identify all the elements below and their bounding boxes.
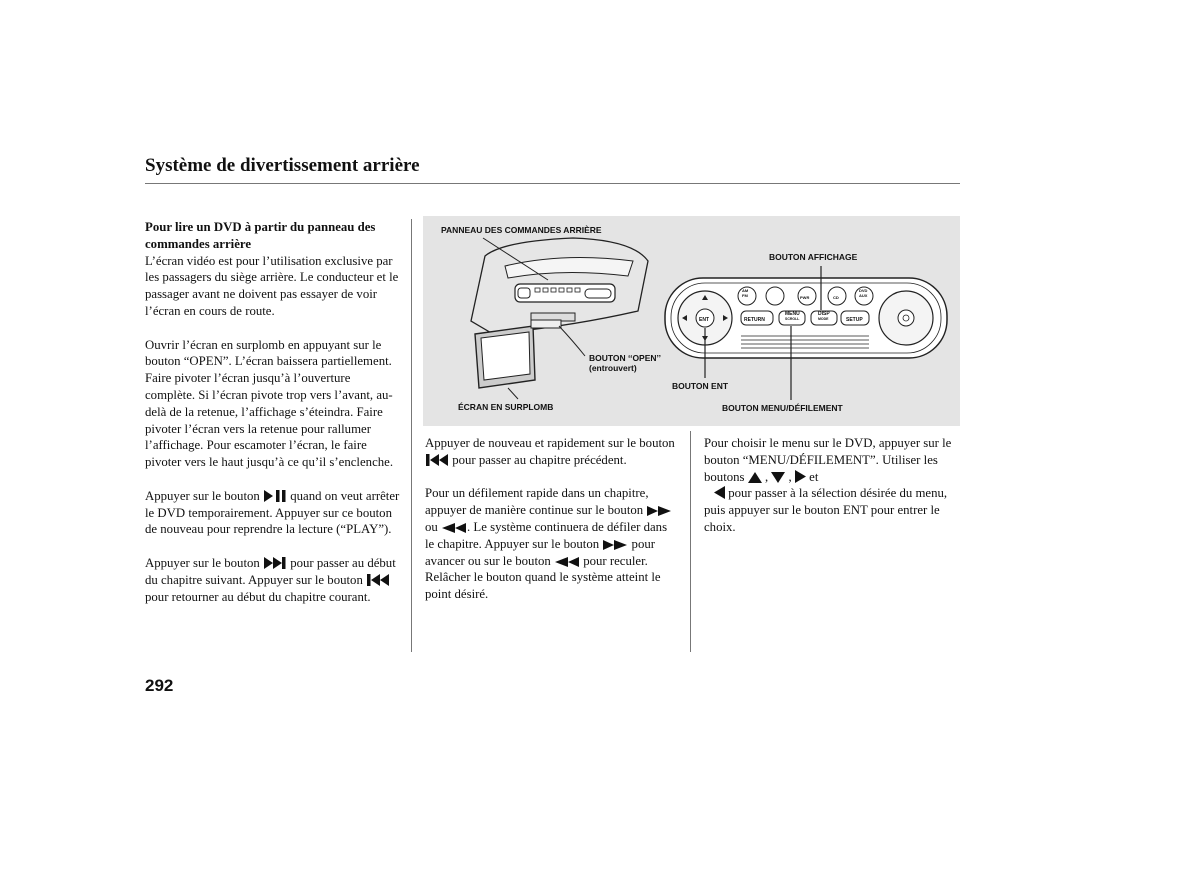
paragraph-previous-chapter	[425, 435, 677, 469]
page-title: Système de divertissement arrière	[145, 155, 420, 176]
text: pour passer au début du chapitre suivant. Appuyer sur le bouton	[145, 555, 396, 587]
setup-button[interactable]: SETUP	[846, 317, 863, 323]
section-subheading: Pour lire un DVD à partir du panneau des commandes arrière	[145, 220, 376, 251]
text: MODE	[818, 317, 829, 321]
text: DISP	[818, 311, 830, 317]
label-overhead-screen: ÉCRAN EN SURPLOMB	[458, 402, 554, 412]
text: Appuyer sur le bouton	[145, 488, 260, 503]
play-pause-icon	[263, 490, 287, 502]
arrow-down-icon	[771, 472, 785, 483]
disp-mode-button[interactable]	[818, 312, 830, 322]
paragraph-play-pause	[145, 488, 403, 538]
column-divider	[411, 219, 412, 652]
paragraph-open-screen: Ouvrir l’écran en surplomb en appuyant sur le bouton “OPEN”. L’écran baissera partiellement. Faire pivoter l’écran jusqu’à l’ouverture complète. Si l’écran pivote trop vers l’avant, au-delà de la retenue, l’affichage s’éteindra. Faire pivoter l’écran vers la retenue pour rallumer l’affichage. Pour escamoter l’écran, le faire pivoter vers le haut jusqu’à ce qu’il s’enclenche.	[145, 337, 394, 470]
text: ,	[764, 469, 769, 484]
rewind-icon	[554, 557, 580, 567]
skip-previous-icon	[425, 454, 449, 466]
text: et	[809, 469, 819, 484]
title-rule	[145, 183, 960, 184]
return-button[interactable]: RETURN	[744, 317, 765, 323]
fast-forward-icon	[602, 540, 628, 550]
text: Appuyer sur le bouton	[145, 555, 260, 570]
text: pour reculer. Relâcher le bouton quand le système atteint le point désiré.	[425, 553, 661, 602]
control-panel-drawing	[423, 216, 960, 426]
text: FM	[742, 292, 748, 298]
column-1	[145, 219, 403, 622]
label-open-button	[589, 353, 661, 373]
label-menu-button: BOUTON MENU/DÉFILEMENT	[722, 403, 843, 413]
column-3	[704, 435, 956, 553]
text: AM	[742, 288, 749, 293]
paragraph-fast-scan	[425, 485, 677, 603]
column-2	[425, 435, 677, 620]
fast-forward-icon	[646, 506, 672, 516]
text: MENU	[785, 311, 800, 317]
column-divider	[690, 431, 691, 652]
skip-next-icon	[263, 557, 287, 569]
text: Appuyer de nouveau et rapidement sur le bouton	[425, 436, 675, 450]
am-fm-button[interactable]	[742, 289, 748, 298]
text: pour retourner au début du chapitre courant.	[145, 589, 371, 604]
text: AUX	[859, 292, 868, 298]
dvd-aux-button[interactable]	[859, 289, 867, 298]
rewind-icon	[441, 523, 467, 533]
paragraph-intro	[145, 219, 403, 320]
paragraph-dvd-menu	[704, 435, 956, 536]
arrow-left-icon	[714, 486, 725, 499]
text: DVD	[859, 288, 868, 293]
arrow-right-icon	[795, 470, 806, 483]
text: pour passer au chapitre précédent.	[452, 452, 627, 467]
text: pour passer à la sélection désirée du menu, puis appuyer sur le bouton ENT pour entrer le choix.	[704, 486, 948, 534]
text: SCROLL	[785, 317, 800, 321]
text: ,	[788, 469, 792, 484]
page-number: 292	[145, 676, 174, 695]
rear-control-panel-illustration	[423, 216, 960, 426]
text: Pour choisir le menu sur le DVD, appuyer sur le bouton “MENU/DÉFILEMENT”. Utiliser les boutons	[704, 436, 952, 484]
skip-previous-icon	[366, 574, 390, 586]
text: BOUTON ‘‘OPEN’’	[589, 353, 661, 363]
ent-button[interactable]: ENT	[699, 317, 709, 323]
paragraph-skip	[145, 555, 403, 605]
text: (entrouvert)	[589, 363, 637, 373]
menu-scroll-button[interactable]	[785, 312, 800, 322]
text: L’écran vidéo est pour l’utilisation exclusive par les passagers du siège arrière. Le conducteur et le passager avant ne doivent pas essayer de voir l’écran en cours de route.	[145, 253, 399, 318]
power-button[interactable]: PWR	[800, 295, 810, 300]
cd-button[interactable]: CD	[833, 295, 839, 300]
text: ou	[425, 519, 438, 534]
text: Pour un défilement rapide dans un chapitre, appuyer de manière continue sur le bouton	[425, 486, 649, 518]
label-ent-button: BOUTON ENT	[672, 381, 729, 391]
text: pour avancer ou sur le bouton	[425, 536, 656, 568]
label-display-button: BOUTON AFFICHAGE	[769, 252, 858, 262]
label-rear-panel: PANNEAU DES COMMANDES ARRIÈRE	[441, 225, 602, 235]
arrow-up-icon	[748, 472, 762, 483]
text: quand on veut arrêter le DVD temporairement. Appuyer sur ce bouton de nouveau pour reprendre la lecture (“PLAY”).	[145, 488, 400, 537]
text: . Le système continuera de défiler dans le chapitre. Appuyer sur le bouton	[425, 519, 668, 551]
